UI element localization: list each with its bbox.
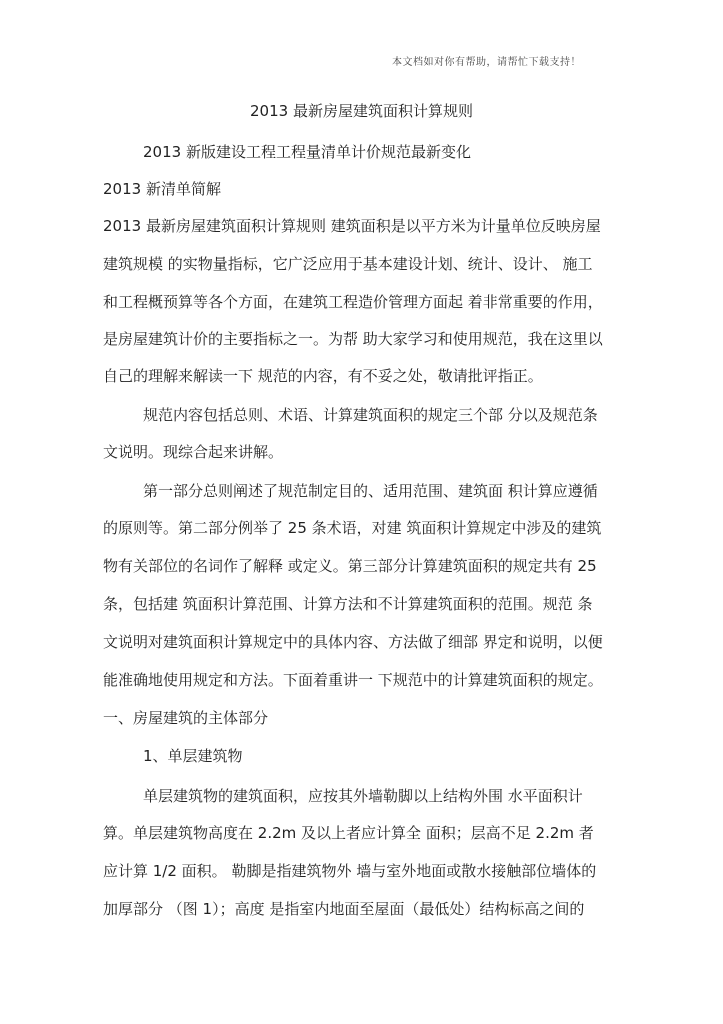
- subtitle: 2013 新版建设工程工程量清单计价规范最新变化: [143, 143, 471, 161]
- section-heading: 2013 新清单简解: [103, 180, 221, 198]
- paragraph-line: 应计算 1/2 面积。 勒脚是指建筑物外 墙与室外地面或散水接触部位墙体的: [103, 862, 597, 880]
- paragraph-line: 能准确地使用规定和方法。下面着重讲一 下规范中的计算建筑面积的规定。: [103, 671, 603, 689]
- part-heading: 一、房屋建筑的主体部分: [103, 709, 269, 727]
- paragraph-line: 文说明。现综合起来讲解。: [103, 443, 284, 461]
- paragraph-line: 的原则等。第二部分例举了 25 条术语，对建 筑面积计算规定中涉及的建筑: [103, 519, 602, 537]
- paragraph-line: 和工程概预算等各个方面，在建筑工程造价管理方面起 着非常重要的作用，: [103, 293, 603, 311]
- paragraph-line: 建筑规模 的实物量指标，它广泛应用于基本建设计划、统计、设计、 施工: [103, 255, 593, 273]
- item-heading: 1、单层建筑物: [143, 747, 243, 765]
- paragraph-line: 自己的理解来解读一下 规范的内容，有不妥之处，敬请批评指正。: [103, 367, 543, 385]
- paragraph-line: 物有关部位的名词作了解释 或定义。第三部分计算建筑面积的规定共有 25: [103, 557, 597, 575]
- paragraph-line: 单层建筑物的建筑面积，应按其外墙勒脚以上结构外围 水平面积计: [143, 787, 583, 805]
- paragraph-line: 加厚部分 （图 1）；高度 是指室内地面至屋面（最低处）结构标高之间的: [103, 900, 585, 918]
- paragraph-line: 规范内容包括总则、术语、计算建筑面积的规定三个部 分以及规范条: [143, 406, 598, 424]
- paragraph-line: 2013 最新房屋建筑面积计算规则 建筑面积是以平方米为计量单位反映房屋: [103, 217, 601, 235]
- paragraph-line: 是房屋建筑计价的主要指标之一。为帮 助大家学习和使用规范，我在这里以: [103, 330, 603, 348]
- header-note: 本文档如对你有帮助，请帮忙下载支持！: [392, 57, 581, 68]
- paragraph-line: 文说明对建筑面积计算规定中的具体内容、方法做了细部 界定和说明，以便: [103, 633, 603, 651]
- paragraph-line: 算。单层建筑物高度在 2.2m 及以上者应计算全 面积；层高不足 2.2m 者: [103, 824, 594, 842]
- paragraph-line: 第一部分总则阐述了规范制定目的、适用范围、建筑面 积计算应遵循: [143, 482, 598, 500]
- document-title: 2013 最新房屋建筑面积计算规则: [250, 102, 473, 120]
- paragraph-line: 条，包括建 筑面积计算范围、计算方法和不计算建筑面积的范围。规范 条: [103, 595, 593, 613]
